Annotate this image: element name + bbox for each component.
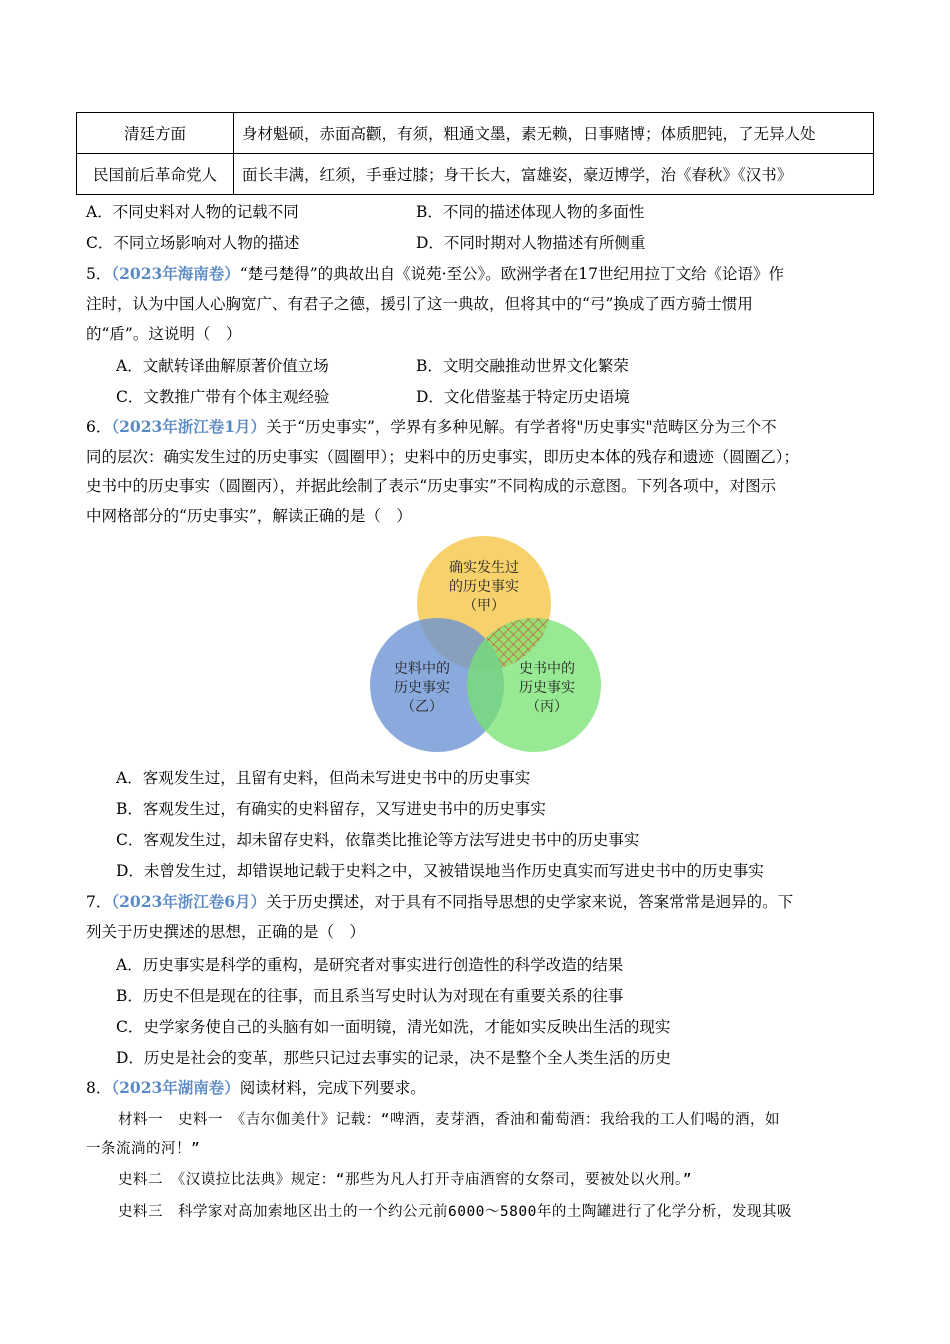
q6-line-2: 同的层次：确实发生过的历史事实（圆圈甲）；史料中的历史事实，即历史本体的残存和遗迹（圆圈乙）；	[86, 448, 800, 466]
q5-option-b: B．文明交融推动世界文化繁荣	[416, 357, 629, 375]
venn-label-b-1: 史料中的	[394, 661, 450, 677]
q4-option-d: D．不同时期对人物描述有所侧重	[416, 234, 646, 252]
q5-number: 5．	[86, 265, 112, 283]
venn-label-b-2: 历史事实	[394, 680, 450, 696]
q7-line-1: 7．（2023年浙江卷6月）关于历史撰述，对于具有不同指导思想的史学家来说，答案常常是迥异的。下	[86, 892, 794, 911]
table-cell-label: 民国前后革命党人	[77, 154, 234, 195]
table-cell-label: 清廷方面	[77, 113, 234, 154]
venn-label-a-2: 的历史事实	[449, 579, 519, 595]
q7-line-2: 列关于历史撰述的思想，正确的是（ ）	[86, 923, 366, 941]
q8-material-2: 史料二 《汉谟拉比法典》规定：“那些为凡人打开寺庙酒窖的女祭司，要被处以火刑。”	[118, 1172, 692, 1188]
q8-material-1a: 材料一 史料一 《吉尔伽美什》记载：“啤酒，麦芽酒，香油和葡萄酒：我给我的工人们喝的酒，如	[118, 1112, 780, 1128]
q8-number: 8．	[86, 1079, 112, 1097]
q5-option-c: C．文教推广带有个体主观经验	[116, 388, 330, 406]
q6-option-c: C．客观发生过，却未留存史料，依靠类比推论等方法写进史书中的历史事实	[116, 831, 640, 849]
venn-diagram	[360, 530, 610, 760]
q5-line-1: 5．（2023年海南卷）“楚弓楚得”的典故出自《说苑·至公》。欧洲学者在17世纪用拉丁文给《论语》作	[86, 264, 785, 283]
table-row	[77, 154, 874, 195]
q6-option-d: D．未曾发生过，却错误地记载于史料之中，又被错误地当作历史真实而写进史书中的历史事实	[116, 862, 764, 880]
q5-source: （2023年海南卷）	[111, 264, 240, 283]
q8-line-1: 8．（2023年湖南卷）阅读材料，完成下列要求。	[86, 1078, 426, 1097]
table-cell-desc: 身材魁硕，赤面高颧，有须，粗通文墨，素无赖，日事赌博；体质肥钝，了无异人处	[234, 113, 874, 154]
q7-option-a: A．历史事实是科学的重构，是研究者对事实进行创造性的科学改造的结果	[116, 956, 624, 974]
q6-line-3: 史书中的历史事实（圆圈丙），并据此绘制了表示“历史事实”不同构成的示意图。下列各项中，对图示	[86, 477, 777, 495]
venn-label-c-2: 历史事实	[519, 680, 575, 696]
q6-number: 6．	[86, 418, 112, 436]
q5-option-a: A．文献转译曲解原著价值立场	[116, 357, 329, 375]
q6-option-a: A．客观发生过，且留有史料，但尚未写进史书中的历史事实	[116, 769, 531, 787]
q7-option-c: C．史学家务使自己的头脑有如一面明镜，清光如洗，才能如实反映出生活的现实	[116, 1018, 671, 1036]
venn-label-c-1: 史书中的	[519, 661, 575, 677]
q7-source: （2023年浙江卷6月）	[111, 892, 267, 911]
q5-line-2: 注时，认为中国人心胸宽广、有君子之德，援引了这一典故，但将其中的“弓”换成了西方骑士惯用	[86, 295, 753, 313]
venn-label-b-3: （乙）	[401, 699, 443, 715]
q6-source: （2023年浙江卷1月）	[111, 417, 267, 436]
venn-label-c-3: （丙）	[526, 699, 568, 715]
venn-label-a-3: （甲）	[463, 598, 505, 614]
q7-number: 7．	[86, 893, 112, 911]
q7-option-b: B．历史不但是现在的往事，而且系当写史时认为对现在有重要关系的往事	[116, 987, 624, 1005]
q8-material-3: 史料三 科学家对高加索地区出土的一个约公元前6000～5800年的土陶罐进行了化学分析，发现其吸	[118, 1204, 792, 1220]
q8-source: （2023年湖南卷）	[111, 1078, 240, 1097]
q5-option-d: D．文化借鉴基于特定历史语境	[416, 388, 630, 406]
q6-line-4: 中网格部分的“历史事实”，解读正确的是（ ）	[86, 507, 412, 525]
venn-label-a-1: 确实发生过	[449, 560, 519, 576]
q4-option-c: C．不同立场影响对人物的描述	[86, 234, 300, 252]
q4-option-b: B．不同的描述体现人物的多面性	[416, 203, 645, 221]
q7-option-d: D．历史是社会的变革，那些只记过去事实的记录，决不是整个全人类生活的历史	[116, 1049, 671, 1067]
q4-option-a: A．不同史料对人物的记载不同	[86, 203, 299, 221]
q6-option-b: B．客观发生过，有确实的史料留存，又写进史书中的历史事实	[116, 800, 546, 818]
table-row	[77, 113, 874, 154]
comparison-table	[76, 112, 874, 195]
table-cell-desc: 面长丰满，红须，手垂过膝；身干长大，富雄姿，豪迈博学，治《春秋》《汉书》	[234, 154, 874, 195]
q8-material-1b: 一条流淌的河！”	[86, 1141, 201, 1157]
q5-line-3: 的“盾”。这说明（ ）	[86, 325, 242, 343]
q6-line-1: 6．（2023年浙江卷1月）关于“历史事实”，学界有多种见解。有学者将"历史事实"范畴区分为三个不	[86, 417, 777, 436]
